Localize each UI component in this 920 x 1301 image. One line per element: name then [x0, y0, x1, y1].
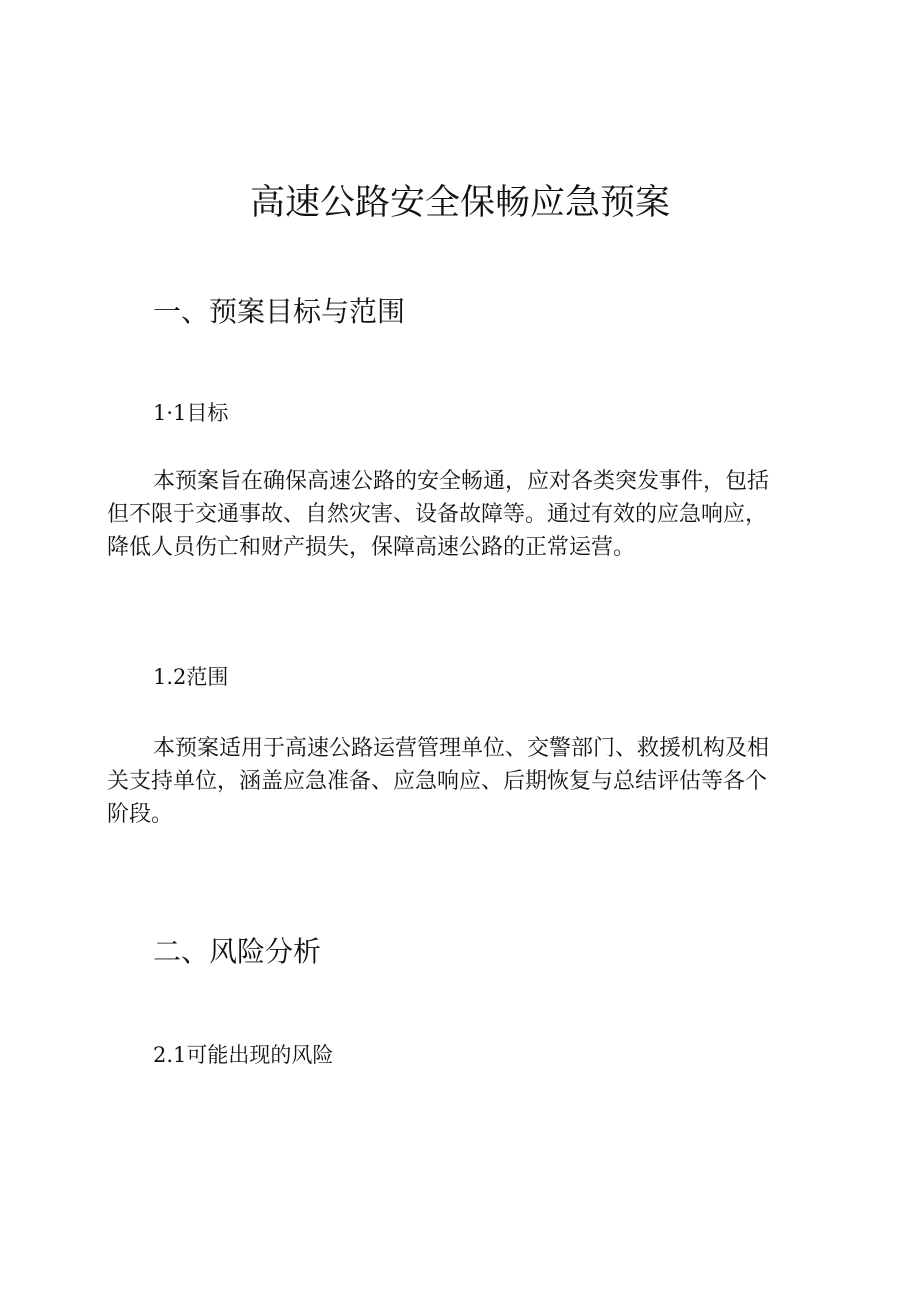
paragraph-line: 降低人员伤亡和财产损失，保障高速公路的正常运营。 — [107, 535, 636, 560]
document-title: 高速公路安全保畅应急预案 — [249, 183, 670, 223]
subsection-heading-2-1: 2.1可能出现的风险 — [153, 1043, 334, 1067]
paragraph-1-2 — [107, 732, 807, 831]
paragraph-line: 阶段。 — [107, 802, 174, 827]
paragraph-line: 但不限于交通事故、自然灾害、设备故障等。通过有效的应急响应， — [107, 502, 768, 527]
section-heading-2: 二、风险分析 — [153, 935, 322, 968]
paragraph-line: 关支持单位，涵盖应急准备、应急响应、后期恢复与总结评估等各个 — [107, 769, 768, 794]
subsection-heading-1-2: 1.2范围 — [153, 665, 229, 689]
paragraph-line: 本预案适用于高速公路运营管理单位、交警部门、救援机构及相 — [153, 736, 770, 761]
paragraph-line: 本预案旨在确保高速公路的安全畅通，应对各类突发事件，包括 — [153, 469, 770, 494]
section-heading-1: 一、预案目标与范围 — [153, 295, 406, 328]
subsection-heading-1-1: 1·1目标 — [153, 401, 229, 425]
paragraph-1-1 — [107, 465, 807, 564]
